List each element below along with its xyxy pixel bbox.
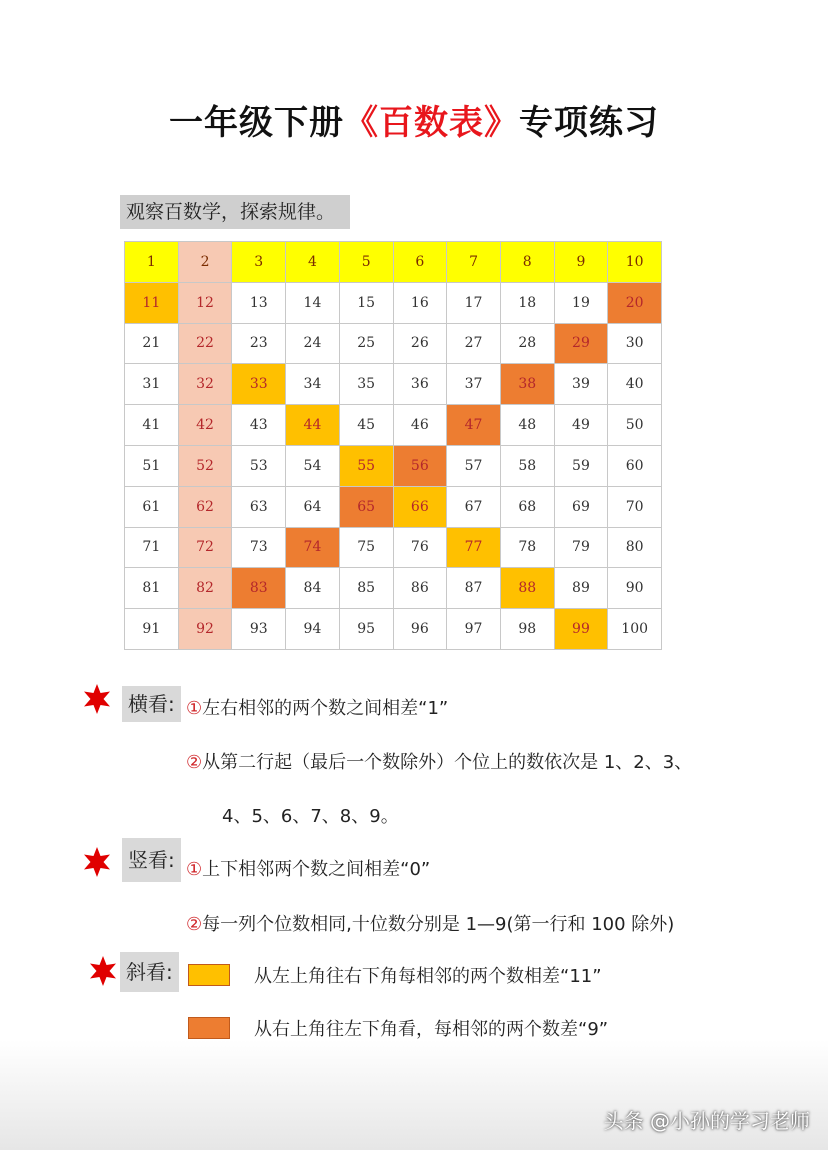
chart-cell-86: 86 [394,568,448,609]
chart-cell-19: 19 [555,283,609,324]
chart-cell-6: 6 [394,242,448,283]
chart-cell-72: 72 [179,528,233,569]
item-text: 左右相邻的两个数之间相差“1” [202,698,449,719]
chart-cell-3: 3 [232,242,286,283]
item-text: 上下相邻两个数之间相差“0” [202,859,431,880]
chart-cell-14: 14 [286,283,340,324]
chart-cell-90: 90 [608,568,662,609]
chart-cell-79: 79 [555,528,609,569]
diagonal-yellow-text: 从左上角往右下角每相邻的两个数相差“11” [254,966,602,987]
title-suffix: 专项练习 [519,103,659,143]
chart-cell-12: 12 [179,283,233,324]
title-highlight: 《百数表》 [344,103,519,143]
chart-cell-50: 50 [608,405,662,446]
chart-cell-18: 18 [501,283,555,324]
chart-cell-97: 97 [447,609,501,650]
horizontal-label: 横看: [122,686,181,722]
chart-cell-49: 49 [555,405,609,446]
chart-cell-10: 10 [608,242,662,283]
chart-cell-21: 21 [125,324,179,365]
item-text: 每一列个位数相同,十位数分别是 1—9(第一行和 100 除外) [202,914,675,935]
chart-cell-96: 96 [394,609,448,650]
chart-cell-71: 71 [125,528,179,569]
chart-cell-51: 51 [125,446,179,487]
intro-banner: 观察百数学，探索规律。 [120,195,350,229]
chart-cell-48: 48 [501,405,555,446]
watermark: 头条 @小孙的学习老师 [603,1109,810,1133]
chart-cell-67: 67 [447,487,501,528]
chart-cell-69: 69 [555,487,609,528]
chart-cell-44: 44 [286,405,340,446]
chart-cell-64: 64 [286,487,340,528]
chart-cell-16: 16 [394,283,448,324]
chart-cell-77: 77 [447,528,501,569]
page-title [0,95,828,144]
chart-cell-17: 17 [447,283,501,324]
chart-cell-75: 75 [340,528,394,569]
vertical-item-2 [186,910,674,936]
chart-cell-31: 31 [125,364,179,405]
chart-cell-7: 7 [447,242,501,283]
chart-cell-25: 25 [340,324,394,365]
chart-cell-83: 83 [232,568,286,609]
chart-cell-62: 62 [179,487,233,528]
hundred-chart [124,241,662,650]
chart-cell-59: 59 [555,446,609,487]
chart-cell-38: 38 [501,364,555,405]
title-prefix: 一年级下册 [169,103,344,143]
chart-cell-70: 70 [608,487,662,528]
chart-cell-88: 88 [501,568,555,609]
chart-cell-73: 73 [232,528,286,569]
chart-cell-99: 99 [555,609,609,650]
chart-cell-68: 68 [501,487,555,528]
chart-cell-81: 81 [125,568,179,609]
chart-cell-84: 84 [286,568,340,609]
vertical-label: 竖看: [122,838,181,882]
chart-cell-80: 80 [608,528,662,569]
chart-cell-93: 93 [232,609,286,650]
chart-cell-98: 98 [501,609,555,650]
star-icon [82,847,112,877]
chart-cell-63: 63 [232,487,286,528]
chart-cell-65: 65 [340,487,394,528]
chart-cell-36: 36 [394,364,448,405]
chart-cell-32: 32 [179,364,233,405]
vertical-item-1 [186,855,430,881]
chart-cell-22: 22 [179,324,233,365]
chart-cell-92: 92 [179,609,233,650]
chart-cell-91: 91 [125,609,179,650]
chart-cell-82: 82 [179,568,233,609]
chart-cell-56: 56 [394,446,448,487]
chart-cell-89: 89 [555,568,609,609]
chart-cell-74: 74 [286,528,340,569]
chart-cell-46: 46 [394,405,448,446]
chart-cell-100: 100 [608,609,662,650]
chart-cell-87: 87 [447,568,501,609]
chart-cell-53: 53 [232,446,286,487]
item-number: ① [186,698,203,719]
chart-cell-58: 58 [501,446,555,487]
chart-cell-1: 1 [125,242,179,283]
chart-cell-8: 8 [501,242,555,283]
chart-cell-47: 47 [447,405,501,446]
horizontal-item-2 [186,748,692,774]
chart-cell-39: 39 [555,364,609,405]
chart-cell-11: 11 [125,283,179,324]
item-number: ② [186,752,203,773]
star-icon [82,684,112,714]
diagonal-orange-text: 从右上角往左下角看，每相邻的两个数差“9” [254,1019,609,1040]
chart-cell-5: 5 [340,242,394,283]
chart-cell-43: 43 [232,405,286,446]
chart-cell-41: 41 [125,405,179,446]
chart-cell-95: 95 [340,609,394,650]
diagonal-label: 斜看: [120,952,179,992]
item-text: 从第二行起（最后一个数除外）个位上的数依次是 1、2、3、 [202,752,693,773]
chart-cell-45: 45 [340,405,394,446]
chart-cell-24: 24 [286,324,340,365]
chart-cell-57: 57 [447,446,501,487]
chart-cell-78: 78 [501,528,555,569]
chart-cell-76: 76 [394,528,448,569]
chart-cell-4: 4 [286,242,340,283]
chart-cell-23: 23 [232,324,286,365]
horizontal-item-1 [186,694,448,720]
chart-cell-35: 35 [340,364,394,405]
chart-cell-54: 54 [286,446,340,487]
chart-cell-30: 30 [608,324,662,365]
chart-cell-15: 15 [340,283,394,324]
chart-cell-60: 60 [608,446,662,487]
chart-cell-94: 94 [286,609,340,650]
chart-cell-20: 20 [608,283,662,324]
yellow-swatch [188,964,230,986]
chart-cell-52: 52 [179,446,233,487]
chart-cell-13: 13 [232,283,286,324]
chart-cell-85: 85 [340,568,394,609]
chart-cell-26: 26 [394,324,448,365]
chart-cell-61: 61 [125,487,179,528]
chart-cell-66: 66 [394,487,448,528]
chart-cell-29: 29 [555,324,609,365]
orange-swatch [188,1017,230,1039]
star-icon [88,956,118,986]
item-number: ② [186,914,203,935]
chart-cell-28: 28 [501,324,555,365]
chart-cell-42: 42 [179,405,233,446]
chart-cell-40: 40 [608,364,662,405]
item-number: ① [186,859,203,880]
chart-cell-9: 9 [555,242,609,283]
chart-cell-33: 33 [232,364,286,405]
chart-cell-34: 34 [286,364,340,405]
horizontal-item-2-continued: 4、5、6、7、8、9。 [222,806,399,827]
chart-cell-37: 37 [447,364,501,405]
chart-cell-2: 2 [179,242,233,283]
chart-cell-27: 27 [447,324,501,365]
chart-cell-55: 55 [340,446,394,487]
